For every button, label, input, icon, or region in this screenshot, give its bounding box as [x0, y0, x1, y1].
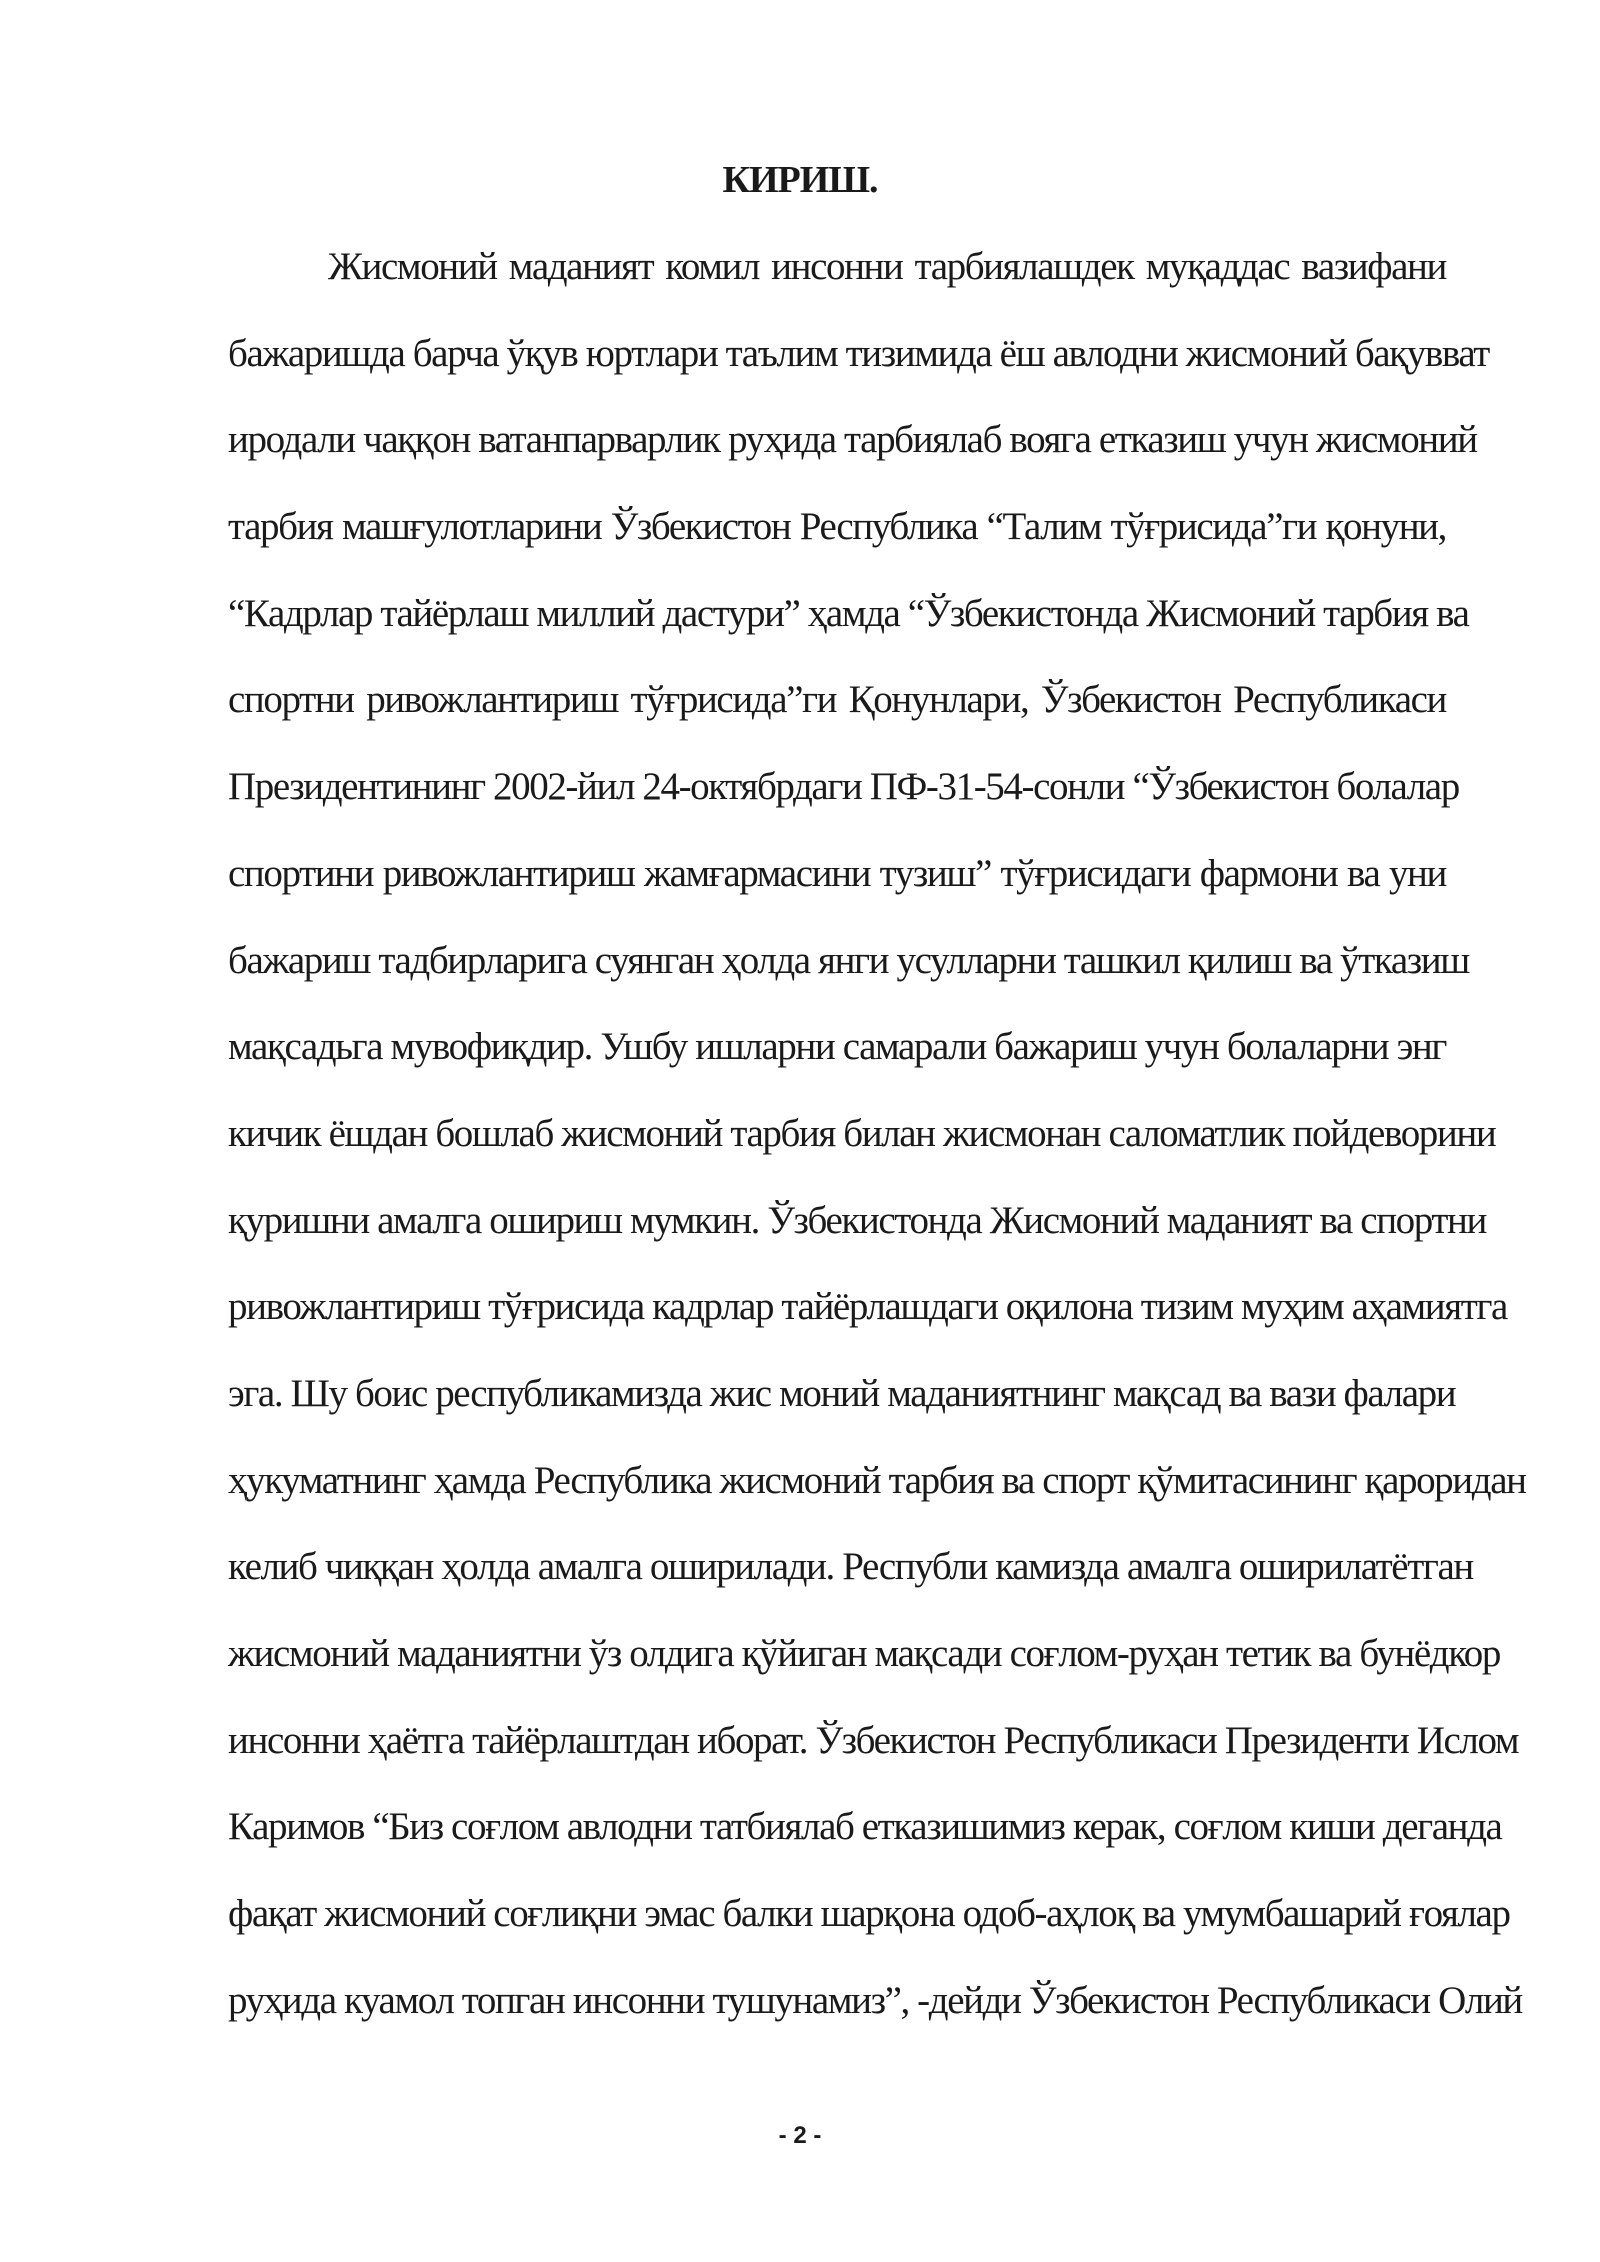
text-line: қуришни амалга ошириш мумкин. Ўзбекистонда Жисмоний маданият ва спортни: [228, 1198, 1486, 1242]
text-line: мақсадьга мувофиқдир. Ушбу ишларни самарали бажариш учун болаларни энг: [228, 1025, 1446, 1069]
text-line: спортини ривожлантириш жамғармасини тузиш” тўғрисидаги фармони ва уни: [228, 851, 1446, 895]
page-title: КИРИШ.: [722, 159, 878, 201]
text-line: иродали чаққон ватанпарварлик руҳида тарбиялаб вояга етказиш учун жисмоний: [228, 418, 1477, 462]
text-line: бажариш тадбирларига суянган ҳолда янги усулларни ташкил қилиш ва ўтказиш: [228, 938, 1469, 982]
text-line: кичик ёшдан бошлаб жисмоний тарбия билан жисмонан саломатлик пойдеворини: [228, 1111, 1496, 1155]
text-line: келиб чиққан ҳолда амалга оширилади. Республи камизда амалга оширилатётган: [228, 1545, 1473, 1589]
text-line: Каримов “Биз соғлом авлодни татбиялаб етказишимиз керак, соғлом киши деганда: [228, 1805, 1502, 1849]
text-line: “Кадрлар тайёрлаш миллий дастури” ҳамда “Ўзбекистонда Жисмоний тарбия ва: [228, 591, 1469, 635]
text-line: тарбия машғулотларини Ўзбекистон Республика “Талим тўғрисида”ги қонуни,: [228, 505, 1446, 549]
text-line: фақат жисмоний соғлиқни эмас балки шарқона одоб-аҳлоқ ва умумбашарий ғоялар: [228, 1892, 1510, 1936]
text-line: руҳида куамол топган инсонни тушунамиз”, -дейди Ўзбекистон Республикаси Олий: [228, 1978, 1522, 2022]
text-line: бажаришда барча ўқув юртлари таълим тизимида ёш авлодни жисмоний бақувват: [228, 331, 1489, 375]
text-line: жисмоний маданиятни ўз олдига қўйиган мақсади соғлом-руҳан тетик ва бунёдкор: [228, 1632, 1500, 1675]
text-line: Президентининг 2002-йил 24-октябрдаги ПФ-31-54-сонли “Ўзбекистон болалар: [228, 765, 1459, 809]
text-line: эга. Шу боис республикамизда жис моний маданиятнинг мақсад ва вази фалари: [228, 1371, 1456, 1415]
text-line: ривожлантириш тўғрисида кадрлар тайёрлашдаги оқилона тизим муҳим аҳамиятга: [228, 1285, 1507, 1329]
body-text: [228, 237, 1526, 2057]
text-line: Жисмоний маданият комил инсонни тарбиялашдек муқаддас вазифани: [328, 245, 1446, 288]
text-line: инсонни ҳаётга тайёрлаштдан иборат. Ўзбекистон Республикаси Президенти Ислом: [228, 1718, 1519, 1762]
page-number: - 2 -: [778, 2122, 822, 2149]
text-line: ҳукуматнинг ҳамда Республика жисмоний тарбия ва спорт қўмитасининг қароридан: [228, 1458, 1526, 1502]
text-line: спортни ривожлантириш тўғрисида”ги Қонунлари, Ўзбекистон Республикаси: [228, 678, 1446, 722]
